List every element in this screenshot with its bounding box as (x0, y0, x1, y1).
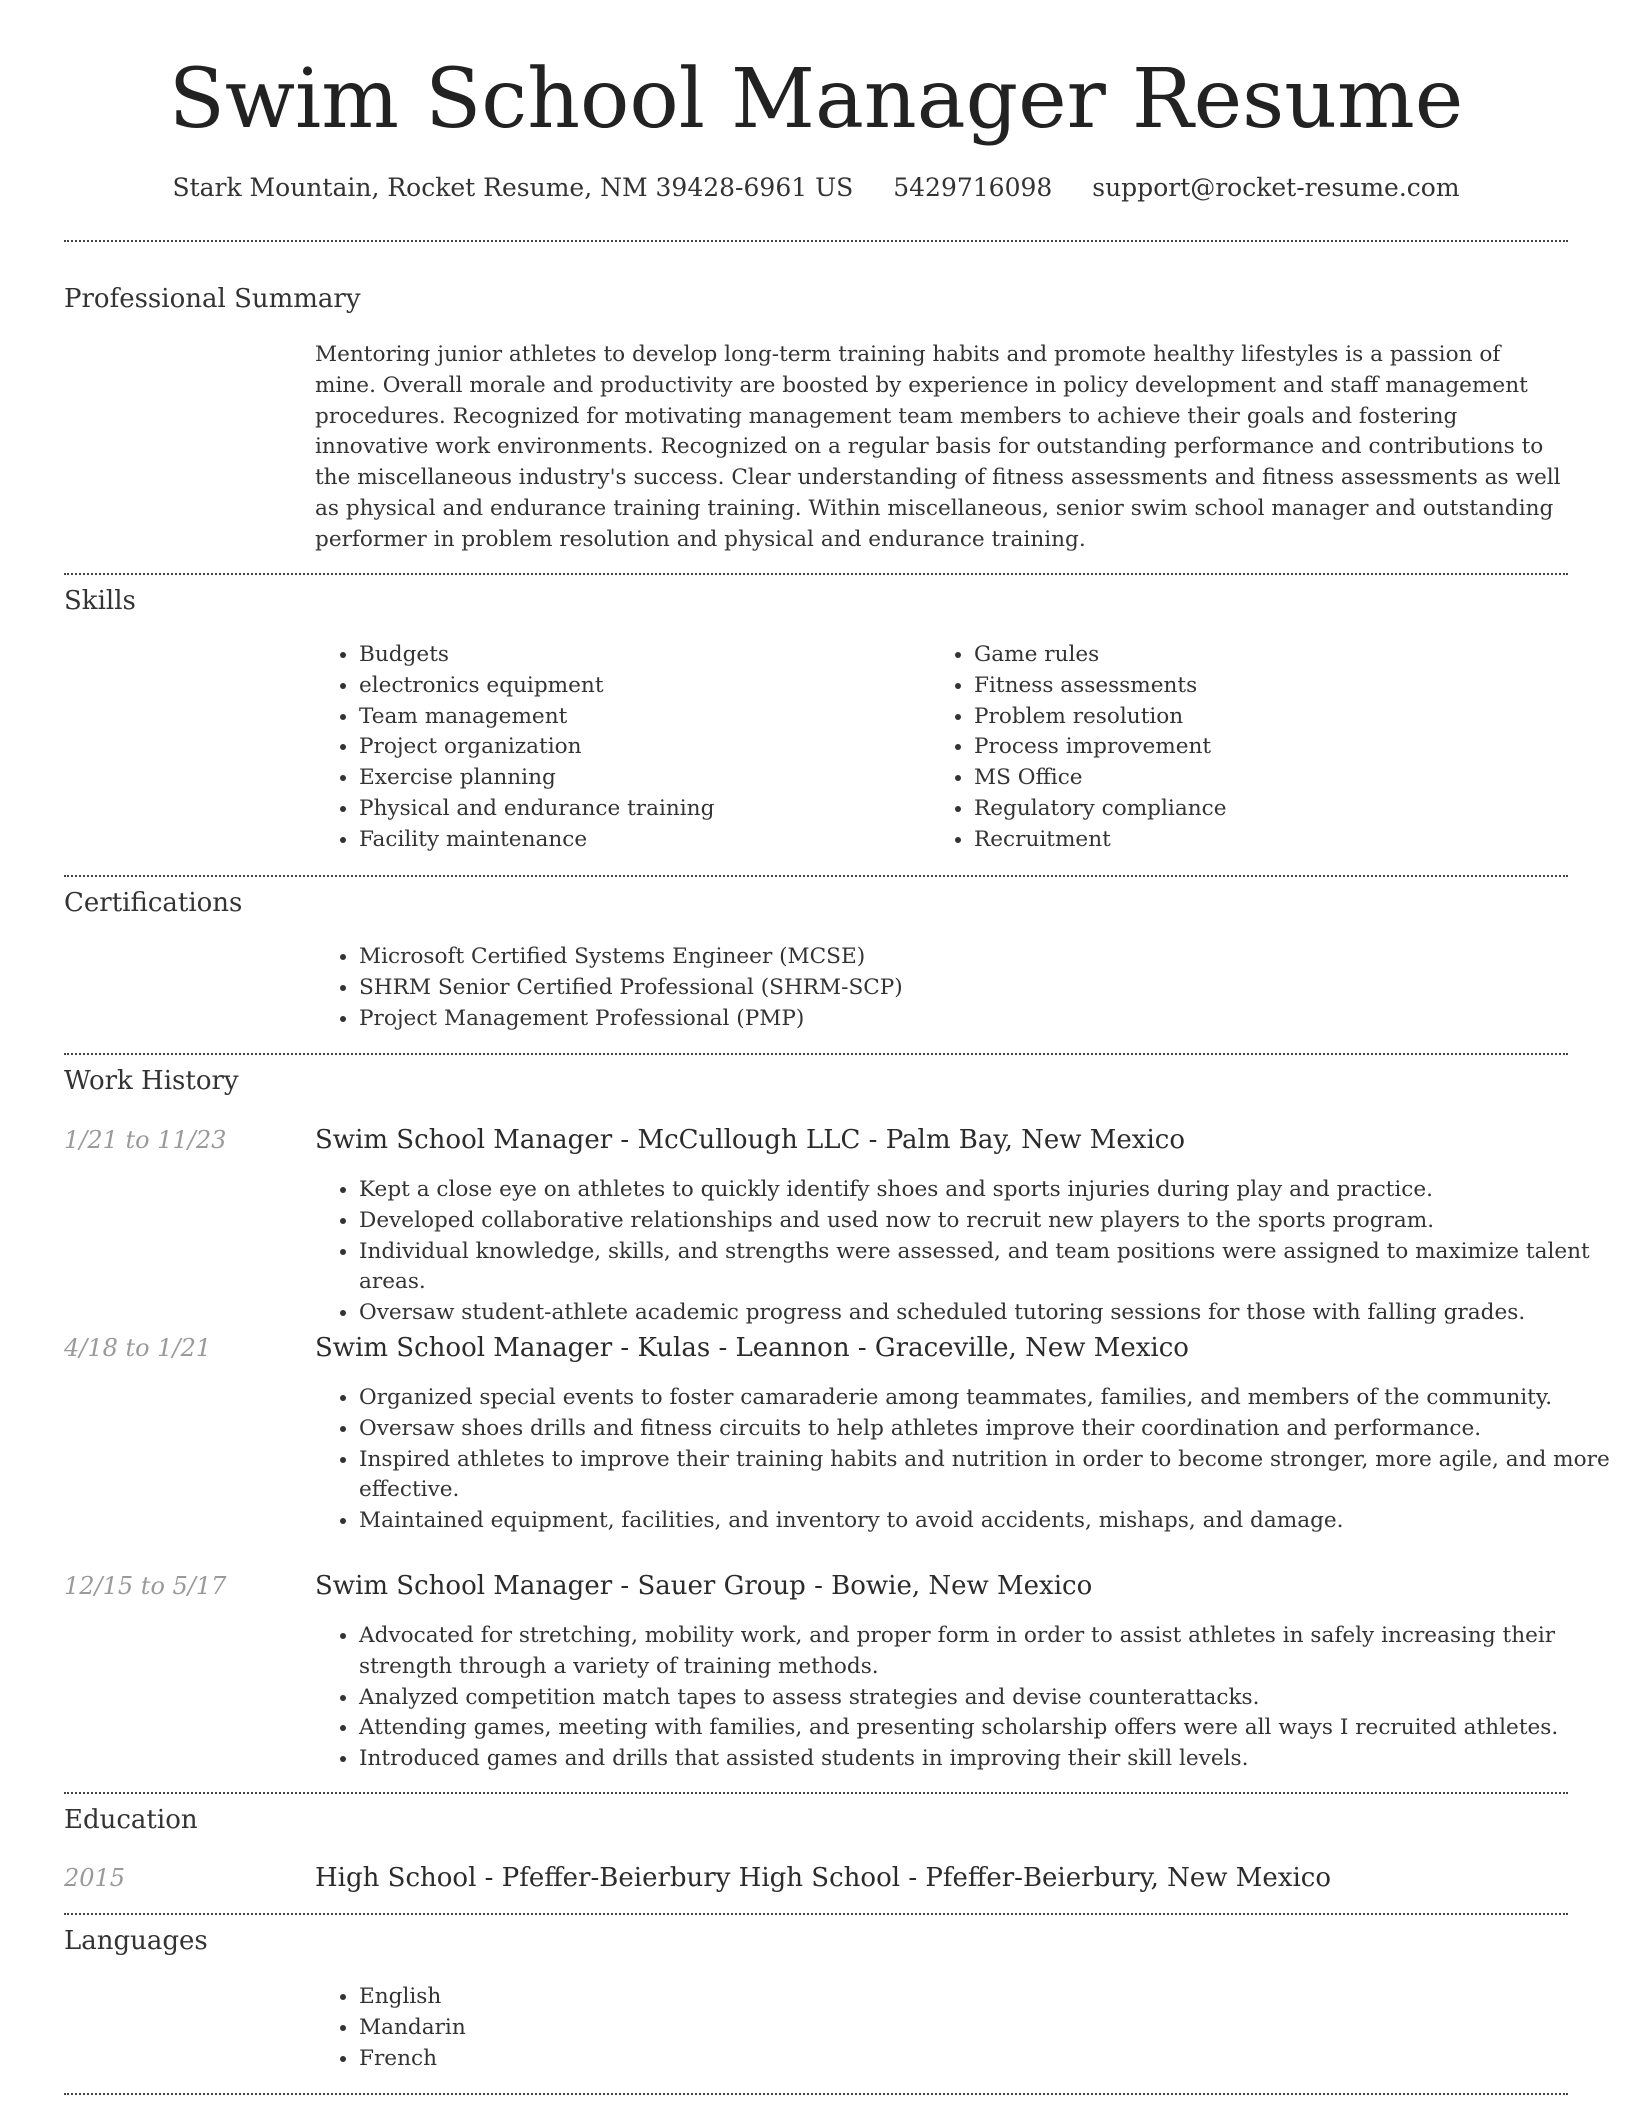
job-bullets (315, 1383, 1611, 1537)
skill-item: • Exercise planning (359, 763, 919, 794)
divider (64, 1053, 1568, 1055)
job-bullet: • Oversaw student-athlete academic progress and scheduled tutoring sessions for those with falling grades. (359, 1298, 1611, 1329)
section-title-skills: Skills (64, 586, 136, 616)
section-title-certifications: Certifications (64, 888, 243, 918)
skill-item: • Project organization (359, 732, 919, 763)
skill-item: • Facility maintenance (359, 825, 919, 856)
job-bullet: • Inspired athletes to improve their training habits and nutrition in order to become stronger, more agile, and more effective. (359, 1445, 1611, 1507)
certification-item: • Microsoft Certified Systems Engineer (MCSE) (359, 942, 1559, 973)
job-dates: 12/15 to 5/17 (64, 1572, 227, 1600)
skill-item: • Game rules (974, 640, 1574, 671)
resume-title: Swim School Manager Resume (168, 52, 1464, 147)
job-bullets (315, 1175, 1611, 1329)
skill-item: • Budgets (359, 640, 919, 671)
divider (64, 240, 1568, 242)
job-heading: Swim School Manager - Kulas - Leannon - Graceville, New Mexico (315, 1333, 1189, 1363)
language-item: • Mandarin (359, 2013, 959, 2044)
section-title-languages: Languages (64, 1926, 208, 1956)
certification-item: • SHRM Senior Certified Professional (SHRM-SCP) (359, 973, 1559, 1004)
skill-item: • Process improvement (974, 732, 1574, 763)
job-heading: Swim School Manager - McCullough LLC - Palm Bay, New Mexico (315, 1125, 1185, 1155)
language-item: • French (359, 2044, 959, 2075)
divider (64, 875, 1568, 877)
summary-text: Mentoring junior athletes to develop long-term training habits and promote healthy lifestyles is a passion of mine. Overall morale and productivity are boosted by experience in policy development and staff management procedures. Recognized for motivating management team members to achieve their goals and fostering innovative work environments. Recognized on a regular basis for outstanding performance and contributions to the miscellaneous industry's success. Clear understanding of fitness assessments and fitness assessments as well as physical and endurance training training. Within miscellaneous, senior swim school manager and outstanding performer in problem resolution and physical and endurance training. (315, 342, 1561, 552)
divider (64, 1913, 1568, 1915)
job-bullet: • Organized special events to foster camaraderie among teammates, families, and members of the community. (359, 1383, 1611, 1414)
section-title-summary: Professional Summary (64, 284, 361, 314)
skill-item: • Problem resolution (974, 702, 1574, 733)
contact-line (0, 170, 1632, 206)
skill-item: • electronics equipment (359, 671, 919, 702)
job-bullets (315, 1621, 1611, 1775)
skill-item: • Recruitment (974, 825, 1574, 856)
section-title-education: Education (64, 1805, 198, 1835)
skill-item: • Regulatory compliance (974, 794, 1574, 825)
skills-list-right (930, 640, 1574, 856)
education-heading: High School - Pfeffer-Beierbury High School - Pfeffer-Beierbury, New Mexico (315, 1863, 1332, 1893)
section-title-work-history: Work History (64, 1066, 239, 1096)
job-dates: 4/18 to 1/21 (64, 1334, 212, 1362)
phone: 5429716098 (893, 173, 1053, 202)
skills-list-left (315, 640, 919, 856)
skill-item: • Team management (359, 702, 919, 733)
job-bullet: • Advocated for stretching, mobility work, and proper form in order to assist athletes in safely increasing their strength through a variety of training methods. (359, 1621, 1611, 1683)
divider (64, 573, 1568, 575)
job-dates: 1/21 to 11/23 (64, 1126, 227, 1154)
skill-item: • MS Office (974, 763, 1574, 794)
education-year: 2015 (64, 1864, 126, 1892)
certifications-list (315, 942, 1559, 1034)
certification-item: • Project Management Professional (PMP) (359, 1004, 1559, 1035)
job-bullet: • Kept a close eye on athletes to quickly identify shoes and sports injuries during play and practice. (359, 1175, 1611, 1206)
skill-item: • Fitness assessments (974, 671, 1574, 702)
job-bullet: • Individual knowledge, skills, and strengths were assessed, and team positions were assigned to maximize talent areas. (359, 1237, 1611, 1299)
job-bullet: • Analyzed competition match tapes to assess strategies and devise counterattacks. (359, 1683, 1611, 1714)
address: Stark Mountain, Rocket Resume, NM 39428-6961 US (172, 173, 854, 202)
divider (64, 2093, 1568, 2095)
email: support@rocket-resume.com (1092, 173, 1460, 202)
job-bullet: • Maintained equipment, facilities, and inventory to avoid accidents, mishaps, and damage. (359, 1506, 1611, 1537)
job-bullet: • Developed collaborative relationships and used now to recruit new players to the sports program. (359, 1206, 1611, 1237)
job-bullet: • Introduced games and drills that assisted students in improving their skill levels. (359, 1744, 1611, 1775)
job-bullet: • Oversaw shoes drills and fitness circuits to help athletes improve their coordination and performance. (359, 1414, 1611, 1445)
skill-item: • Physical and endurance training (359, 794, 919, 825)
job-heading: Swim School Manager - Sauer Group - Bowie, New Mexico (315, 1571, 1093, 1601)
languages-list (315, 1982, 959, 2074)
job-bullet: • Attending games, meeting with families, and presenting scholarship offers were all ways I recruited athletes. (359, 1713, 1611, 1744)
divider (64, 1792, 1568, 1794)
language-item: • English (359, 1982, 959, 2013)
